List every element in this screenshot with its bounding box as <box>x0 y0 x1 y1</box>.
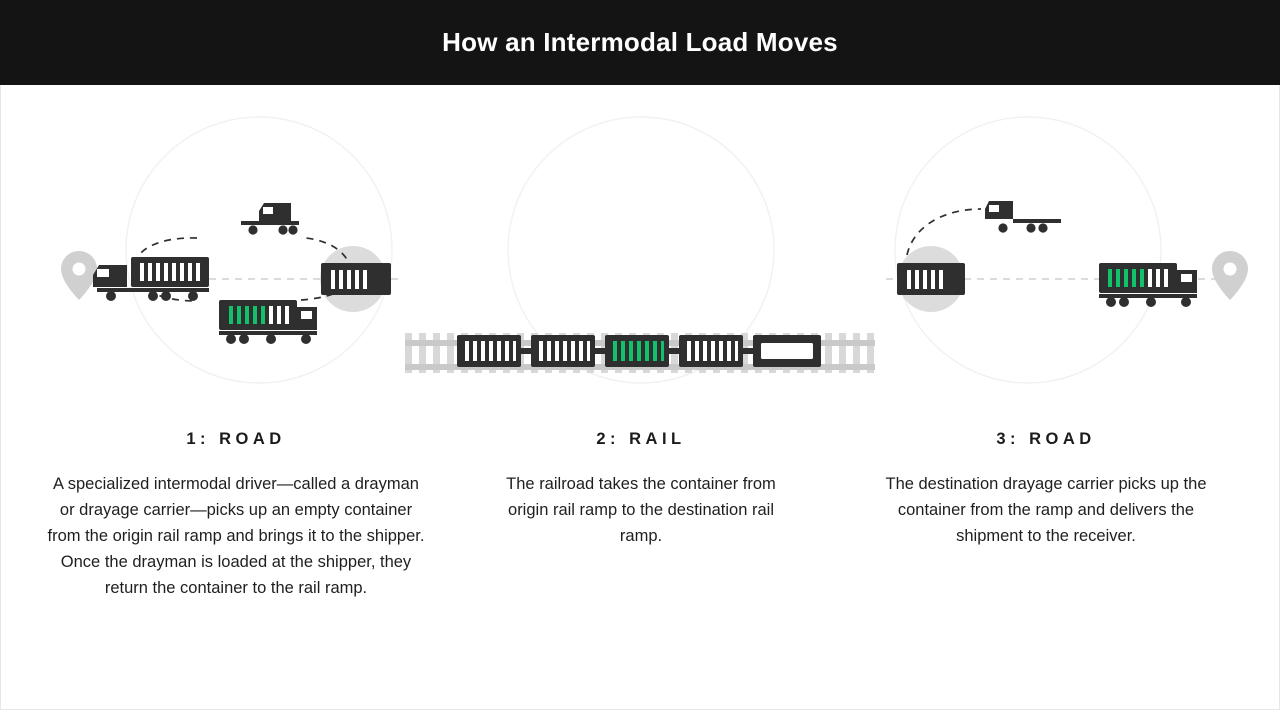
destination-drayage-path <box>907 209 981 255</box>
empty-container-truck-icon <box>93 257 209 301</box>
map-pin-icon <box>1212 251 1248 300</box>
page-title: How an Intermodal Load Moves <box>442 27 838 57</box>
step-3-title: 3: ROAD <box>996 430 1096 448</box>
step-column-rail <box>471 430 811 549</box>
empty-chassis-truck-icon <box>985 201 1061 233</box>
step-1-body: A specialized intermodal driver—called a drayman or drayage carrier—picks up an empty container from the origin rail ramp and brings it to the shipper. Once the drayman is loaded at the shipper, they return the container to the rail ramp. <box>47 475 425 597</box>
locomotive-icon <box>753 335 821 367</box>
empty-chassis-truck-icon <box>241 203 299 235</box>
origin-ramp-container-icon <box>321 263 391 295</box>
destination-ramp-container-icon <box>897 263 965 295</box>
railcar-icon <box>531 335 605 367</box>
railcar-icon <box>679 335 753 367</box>
step-2-title: 2: RAIL <box>596 430 686 448</box>
delivery-truck-icon <box>1099 263 1197 307</box>
step-3-body: The destination drayage carrier picks up the container from the ramp and delivers the shipment to the receiver. <box>885 475 1207 545</box>
loaded-railcar-icon <box>605 335 679 367</box>
header-bar <box>0 0 1280 85</box>
steps-row <box>1 430 1280 601</box>
step-column-road-origin <box>1 430 471 601</box>
step-2-body: The railroad takes the container from origin rail ramp to the destination rail ramp. <box>506 475 776 545</box>
step-column-road-destination <box>811 430 1280 549</box>
train-icon <box>457 335 821 367</box>
loaded-container-truck-icon <box>219 300 317 344</box>
map-pin-icon <box>61 251 97 300</box>
railcar-icon <box>457 335 531 367</box>
intermodal-flow-illustration <box>1 85 1280 415</box>
diagram-canvas <box>0 85 1280 710</box>
step-1-title: 1: ROAD <box>186 430 286 448</box>
